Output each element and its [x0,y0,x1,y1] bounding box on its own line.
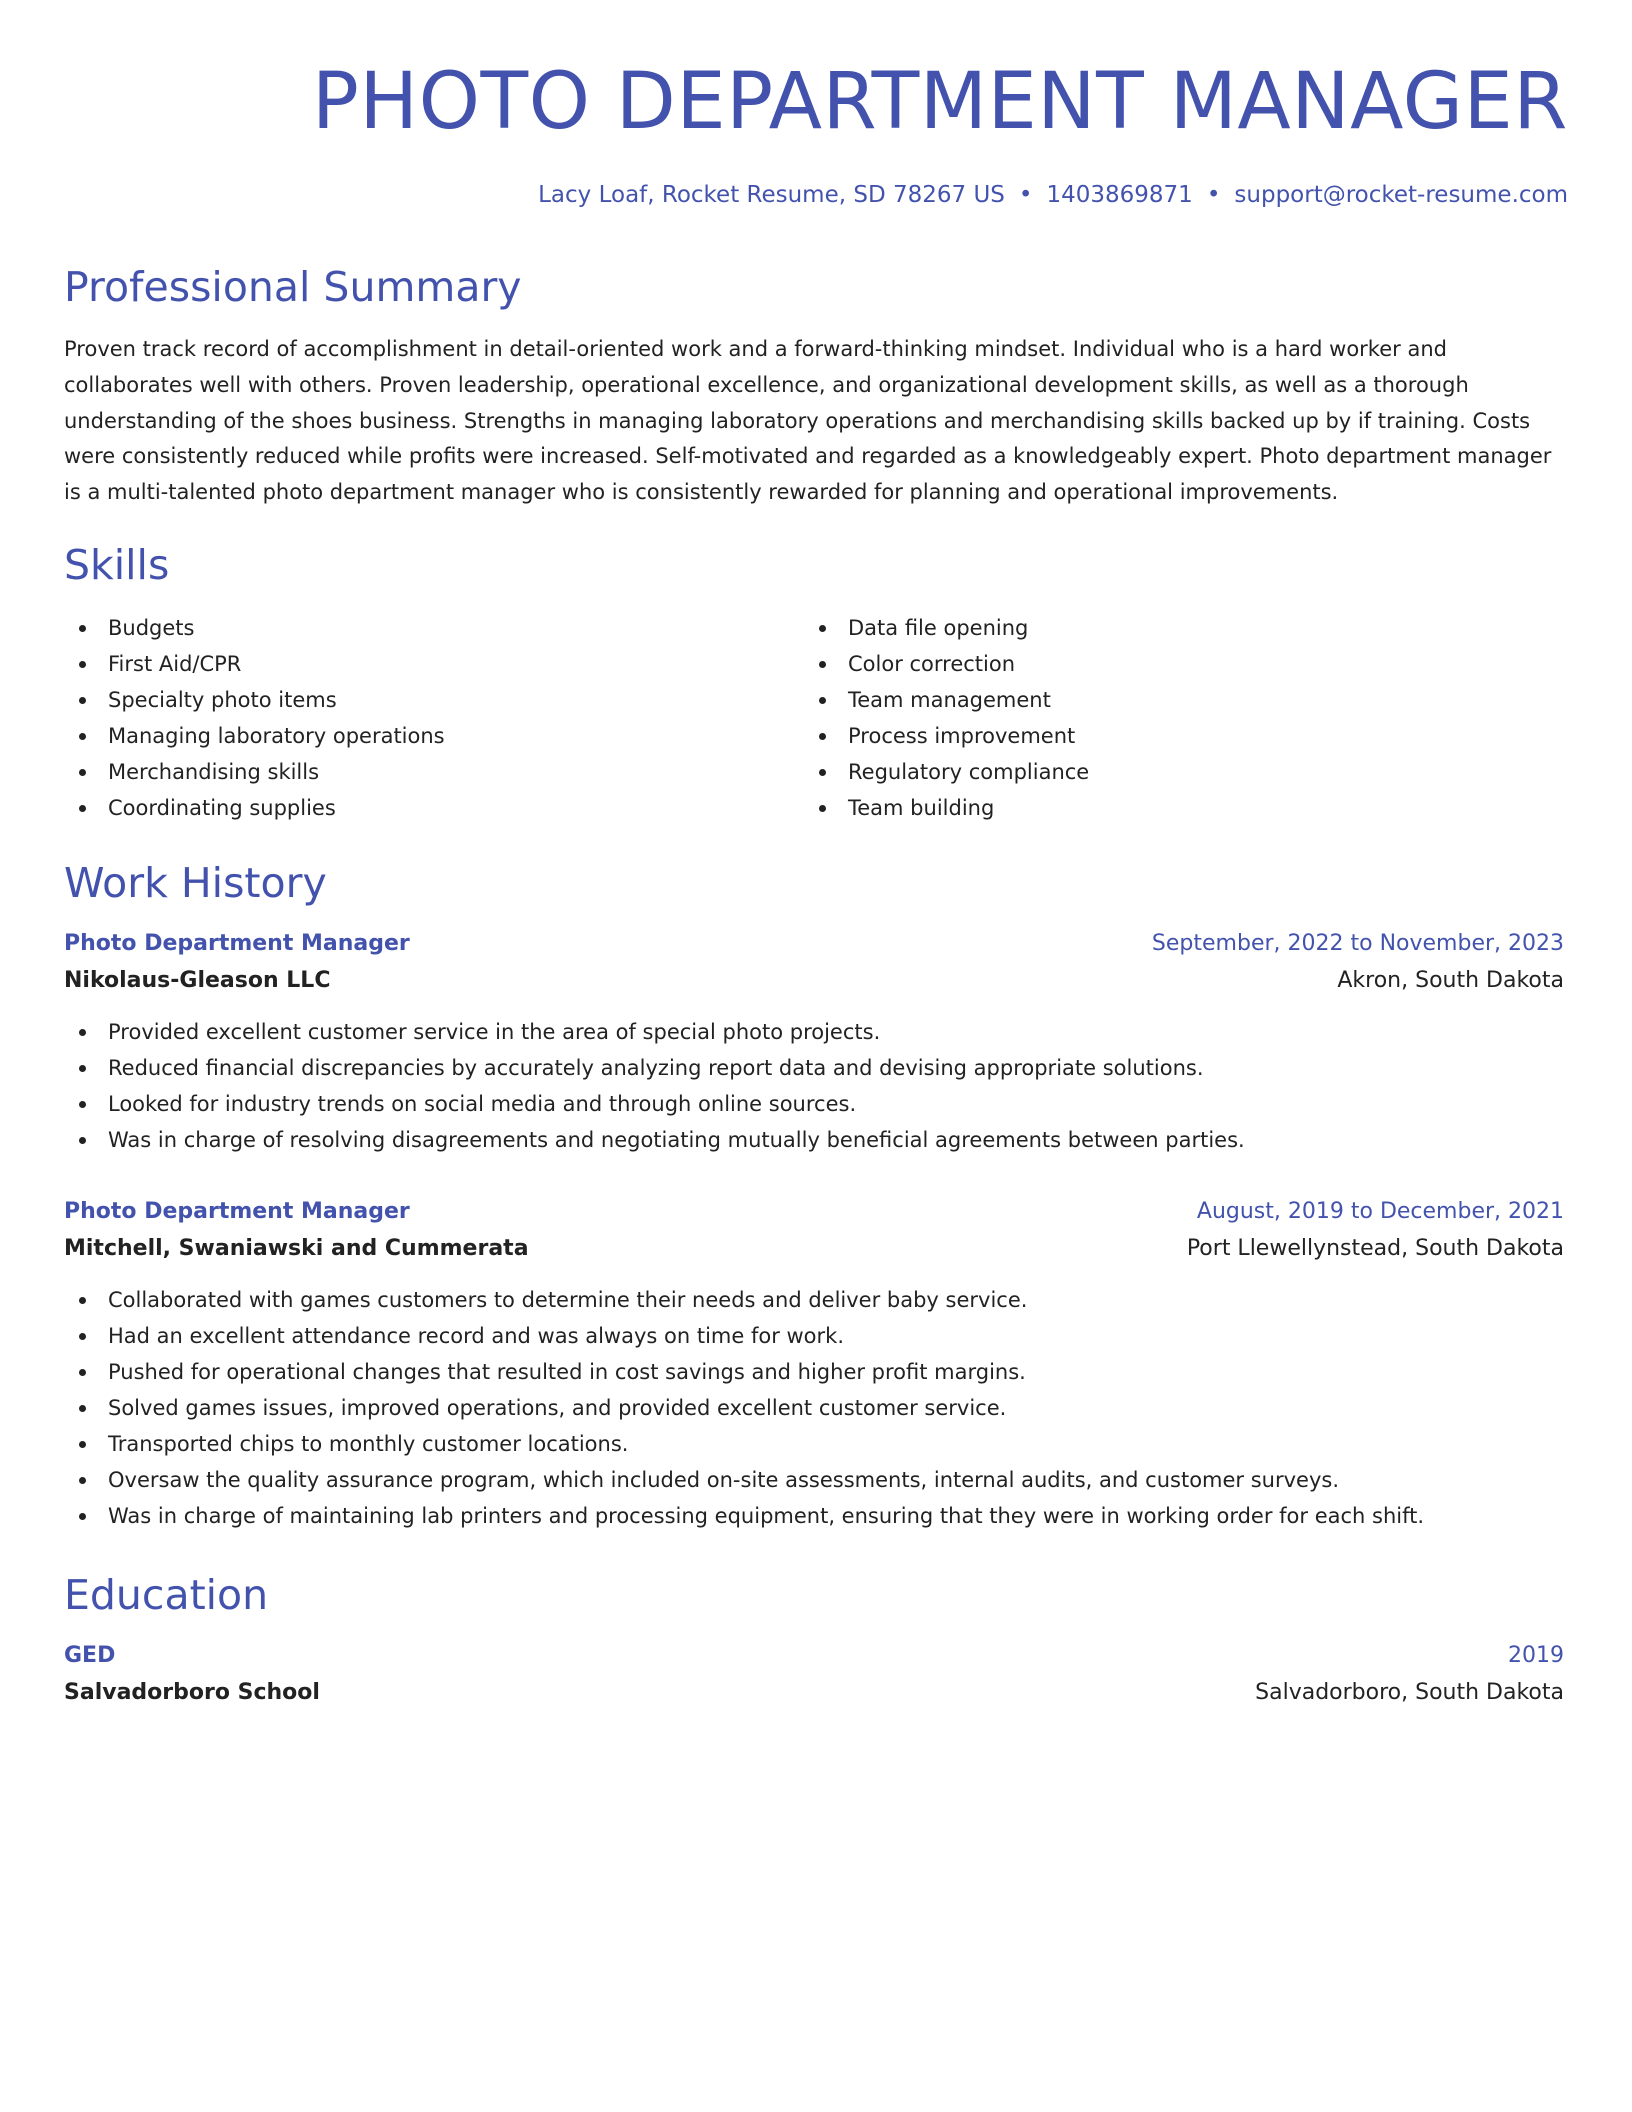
candidate-name: PHOTO DEPARTMENT MANAGER [311,57,1568,147]
email: support@rocket-resume.com [1234,182,1568,208]
job-bullet: Transported chips to monthly customer locations. [64,1426,1564,1462]
section-title-skills: Skills [64,541,170,589]
job-header-row [64,1194,1564,1230]
skill-item: Process improvement [804,718,1544,754]
skill-item: Color correction [804,646,1544,682]
contact-line [538,180,1568,210]
job-bullets [64,1282,1564,1534]
job-bullet: Provided excellent customer service in the area of special photo projects. [64,1014,1564,1050]
company-name: Nikolaus-Gleason LLC [64,968,331,993]
job-entry [64,926,1564,1158]
separator-dot: • [1206,182,1221,208]
education-entry [64,1638,1564,1712]
skill-item: Team building [804,790,1544,826]
job-dates: August, 2019 to December, 2021 [1196,1199,1564,1224]
job-bullet: Was in charge of resolving disagreements and negotiating mutually beneficial agreements between parties. [64,1122,1564,1158]
skill-item: Coordinating supplies [64,790,804,826]
skill-item: Team management [804,682,1544,718]
job-company-row [64,962,1564,1000]
education-year: 2019 [1508,1643,1564,1668]
job-title: Photo Department Manager [64,1199,410,1224]
skill-item: Regulatory compliance [804,754,1544,790]
job-bullet: Pushed for operational changes that resulted in cost savings and higher profit margins. [64,1354,1564,1390]
summary-text: Proven track record of accomplishment in detail-oriented work and a forward-thinking mindset. Individual who is a hard worker and collaborates well with others. Proven leadership, operational excellence, and organizational development skills, as well as a thorough understanding of the shoes business. Strengths in managing laboratory operations and merchandising skills backed up by if training. Costs were consistently reduced while profits were increased. Self-motivated and regarded as a knowledgeably expert. Photo department manager is a multi-talented photo department manager who is consistently rewarded for planning and operational improvements. [64,337,1552,505]
job-company-row [64,1230,1564,1268]
job-title: Photo Department Manager [64,931,410,956]
school-name: Salvadorboro School [64,1680,320,1705]
job-bullet: Was in charge of maintaining lab printers and processing equipment, ensuring that they were in working order for each shift. [64,1498,1564,1534]
job-header-row [64,926,1564,962]
degree: GED [64,1643,116,1668]
skill-item: Merchandising skills [64,754,804,790]
skills-list-right [804,610,1544,826]
job-bullets [64,1014,1564,1158]
job-dates: September, 2022 to November, 2023 [1151,931,1564,956]
job-bullet: Solved games issues, improved operations, and provided excellent customer service. [64,1390,1564,1426]
skill-item: Data file opening [804,610,1544,646]
skill-item: Specialty photo items [64,682,804,718]
job-bullet: Had an excellent attendance record and was always on time for work. [64,1318,1564,1354]
skills-grid [64,610,1564,826]
job-location: Port Llewellynstead, South Dakota [1186,1236,1564,1261]
education-header-row [64,1638,1564,1674]
section-title-education: Education [64,1571,269,1619]
job-bullet: Oversaw the quality assurance program, which included on-site assessments, internal audits, and customer surveys. [64,1462,1564,1498]
job-location: Akron, South Dakota [1337,968,1564,993]
section-title-work-history: Work History [64,859,327,907]
school-location: Salvadorboro, South Dakota [1255,1680,1564,1705]
job-bullet: Reduced financial discrepancies by accurately analyzing report data and devising appropriate solutions. [64,1050,1564,1086]
job-bullet: Looked for industry trends on social media and through online sources. [64,1086,1564,1122]
company-name: Mitchell, Swaniawski and Cummerata [64,1236,529,1261]
job-entry [64,1194,1564,1534]
skill-item: Budgets [64,610,804,646]
skill-item: Managing laboratory operations [64,718,804,754]
separator-dot: • [1018,182,1033,208]
job-bullet: Collaborated with games customers to determine their needs and deliver baby service. [64,1282,1564,1318]
section-title-summary: Professional Summary [64,263,522,311]
skills-list-left [64,610,804,826]
address: Lacy Loaf, Rocket Resume, SD 78267 US [538,182,1005,208]
skill-item: First Aid/CPR [64,646,804,682]
phone: 1403869871 [1046,182,1193,208]
education-school-row [64,1674,1564,1712]
